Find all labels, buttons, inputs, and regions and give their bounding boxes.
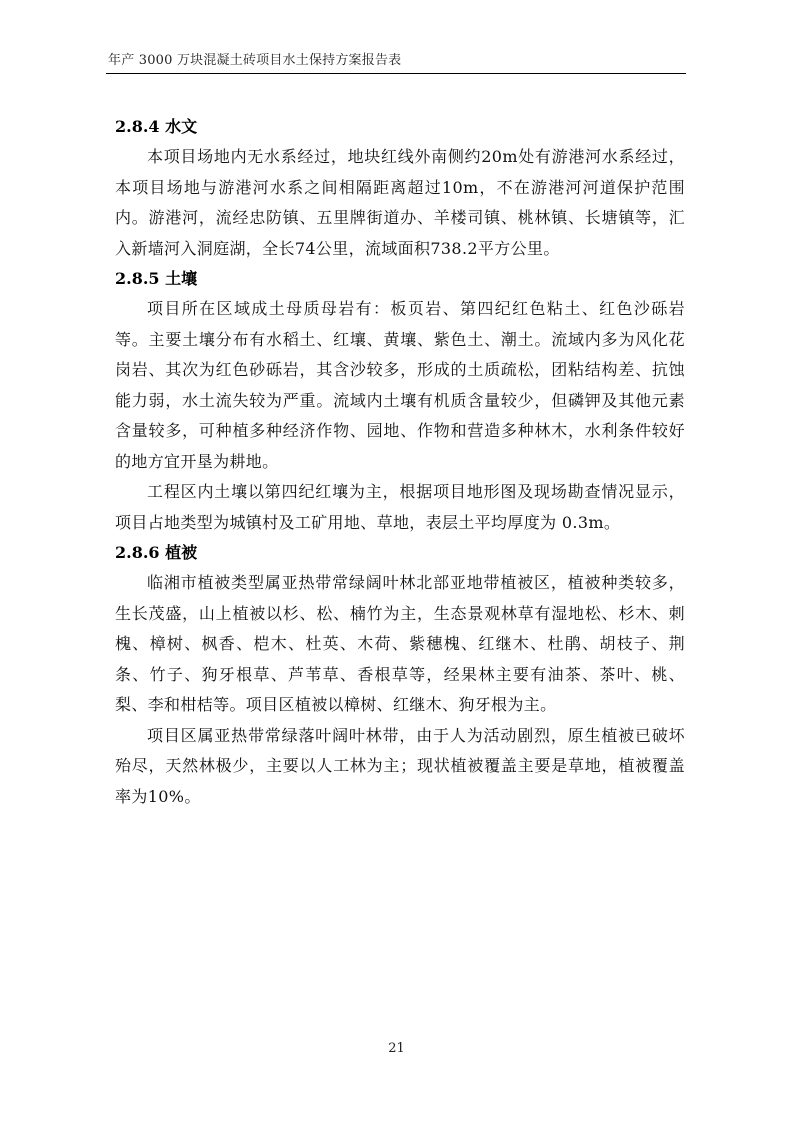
running-header: 年产 3000 万块混凝土砖项目水土保持方案报告表 bbox=[108, 53, 402, 68]
document-body bbox=[115, 112, 685, 812]
paragraph-soil-project-area: 工程区内土壤以第四纪红壤为主，根据项目地形图及现场勘查情况显示，项目占地类型为城镇村及工矿用地、草地，表层土平均厚度为 0.3m。 bbox=[115, 482, 685, 532]
section-vegetation bbox=[115, 538, 685, 812]
page-number: 21 bbox=[388, 1041, 405, 1056]
header-rule bbox=[106, 73, 686, 74]
section-heading-soil: 2.8.5 土壤 bbox=[115, 269, 198, 288]
paragraph-vegetation-project-area: 项目区属亚热带常绿落叶阔叶林带，由于人为活动剧烈，原生植被已破坏殆尽，天然林极少，主要以人工林为主；现状植被覆盖主要是草地，植被覆盖率为10%。 bbox=[115, 725, 685, 806]
paragraph-vegetation-regional: 临湘市植被类型属亚热带常绿阔叶林北部亚地带植被区，植被种类较多，生长茂盛，山上植被以杉、松、楠竹为主，生态景观林草有湿地松、杉木、刺槐、樟树、枫香、桤木、杜英、木荷、紫穗槐、红继木、杜鹃、胡枝子、荆条、竹子、狗牙根草、芦苇草、香根草等，经果林主要有油茶、茶叶、桃、梨、李和柑桔等。项目区植被以樟树、红继木、狗牙根为主。 bbox=[115, 573, 685, 714]
section-soil bbox=[115, 264, 685, 538]
paragraph-soil-parent-material: 项目所在区域成土母质母岩有：板页岩、第四纪红色粘土、红色沙砾岩等。主要土壤分布有水稻土、红壤、黄壤、紫色土、潮土。流域内多为风化花岗岩、其次为红色砂砾岩，其含沙较多，形成的土质疏松，团粘结构差、抗蚀能力弱，水土流失较为严重。流域内土壤有机质含量较少，但磷钾及其他元素含量较多，可种植多种经济作物、园地、作物和营造多种林木，水利条件较好的地方宜开垦为耕地。 bbox=[115, 299, 685, 471]
paragraph-hydrology: 本项目场地内无水系经过，地块红线外南侧约20m处有游港河水系经过，本项目场地与游港河水系之间相隔距离超过10m，不在游港河河道保护范围内。游港河，流经忠防镇、五里牌街道办、羊楼司镇、桃林镇、长塘镇等，汇入新墙河入洞庭湖，全长74公里，流域面积738.2平方公里。 bbox=[115, 147, 685, 258]
section-heading-vegetation: 2.8.6 植被 bbox=[115, 543, 198, 562]
section-heading-hydrology: 2.8.4 水文 bbox=[115, 117, 198, 136]
section-hydrology bbox=[115, 112, 685, 264]
